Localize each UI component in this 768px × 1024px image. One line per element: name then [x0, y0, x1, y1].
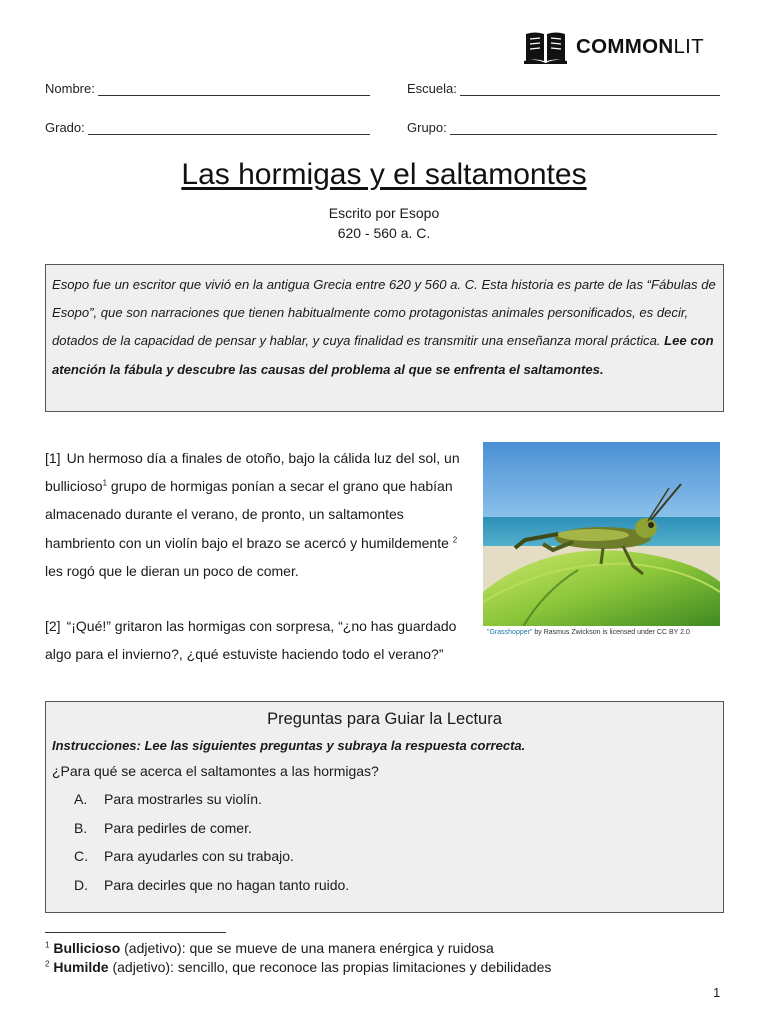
paragraph-number: [1]	[45, 450, 61, 466]
option-text: Para decirles que no hagan tanto ruido.	[104, 876, 350, 893]
grade-input-line[interactable]	[88, 122, 370, 135]
image-credit	[487, 629, 690, 636]
footnote-number: 2	[45, 959, 50, 969]
group-label: Grupo:	[407, 120, 447, 135]
footnote-1	[45, 940, 494, 956]
paragraph-2	[45, 612, 475, 668]
paragraph-1-mid: grupo de hormigas ponían a secar el grano que habían almacenado durante el verano, de pronto, un saltamontes hambriento con un violín bajo el brazo se acercó y humildemente	[45, 478, 453, 551]
option-key: D.	[74, 876, 88, 893]
option-text: Para ayudarles con su trabajo.	[104, 848, 294, 864]
paragraph-2-text: “¡Qué!” gritaron las hormigas con sorpresa, “¿no has guardado algo para el invierno?, ¿qué estuviste haciendo todo el verano?”	[45, 618, 457, 663]
grade-label: Grado:	[45, 120, 85, 135]
dates: 620 - 560 a. C.	[337, 225, 431, 241]
footnote-term: Humilde	[53, 959, 109, 975]
intro-bold-text: Lee con atención la fábula y descubre las causas del problema al que se enfrenta el saltamontes.	[52, 333, 714, 377]
brand-name	[576, 35, 704, 59]
option-text: Para mostrarles su violín.	[104, 791, 262, 807]
paragraph-1	[45, 444, 475, 585]
footnote-ref-1[interactable]: 1	[102, 478, 108, 488]
name-label: Nombre:	[45, 81, 95, 96]
option-key: B.	[74, 819, 88, 836]
brand-light: LIT	[673, 35, 704, 58]
option-text: Para pedirles de comer.	[104, 819, 252, 836]
answer-option-a[interactable]	[52, 785, 717, 814]
brand-bold: COMMON	[576, 35, 674, 58]
answer-option-b[interactable]	[52, 814, 717, 843]
byline	[0, 203, 768, 243]
option-key: C.	[74, 848, 88, 864]
school-input-line[interactable]	[460, 83, 720, 96]
open-book-icon	[524, 30, 567, 64]
name-field	[45, 81, 370, 96]
name-input-line[interactable]	[98, 83, 370, 96]
intro-box	[45, 264, 724, 412]
paragraph-1-lead: Un hermoso día a finales de otoño, bajo la cálida luz del sol, un bullicioso	[45, 450, 460, 495]
paragraph-1-tail: les rogó que le dieran un poco de comer.	[45, 562, 299, 579]
group-field	[407, 120, 717, 135]
image-credit-link[interactable]: "Grasshopper"	[487, 629, 533, 636]
author: Escrito por Esopo	[328, 205, 440, 221]
guided-reading-title: Preguntas para Guiar la Lectura	[267, 710, 502, 728]
footnote-number: 1	[45, 940, 50, 950]
footnote-2	[45, 959, 551, 975]
page-number: 1	[713, 985, 721, 1000]
footnote-divider	[45, 932, 226, 933]
school-field	[407, 81, 720, 96]
intro-text: Esopo fue un escritor que vivió en la antigua Grecia entre 620 y 560 a. C. Esta historia es parte de las “Fábulas de Esopo”, que son narraciones que tienen habitualmente como protagonistas animales personificados, es decir, dotados de la capacidad de pensar y hablar, y cuya finalidad es transmitir una enseñanza moral práctica.	[52, 277, 716, 349]
answer-option-d[interactable]	[52, 871, 717, 900]
option-key: A.	[74, 791, 88, 807]
footnote-ref-2[interactable]: 2	[452, 534, 458, 544]
page-title: Las hormigas y el saltamontes	[181, 158, 587, 191]
footnote-definition: (adjetivo): que se mueve de una manera enérgica y ruidosa	[120, 940, 494, 956]
image-credit-rest: by Rasmus Zwickson is licensed under CC BY 2.0	[532, 629, 690, 636]
guided-question: ¿Para qué se acerca el saltamontes a las hormigas?	[52, 763, 379, 779]
grasshopper-photo	[483, 442, 720, 626]
commonlit-logo	[524, 30, 704, 64]
footnote-definition: (adjetivo): sencillo, que reconoce las propias limitaciones y debilidades	[108, 959, 552, 975]
school-label: Escuela:	[407, 81, 457, 96]
footnote-term: Bullicioso	[53, 940, 121, 956]
answer-option-c[interactable]	[52, 842, 717, 871]
paragraph-number: [2]	[45, 618, 61, 634]
guided-reading-box	[45, 701, 724, 913]
grade-field	[45, 120, 370, 135]
group-input-line[interactable]	[450, 122, 717, 135]
guided-reading-instructions: Instrucciones: Lee las siguientes preguntas y subraya la respuesta correcta.	[52, 738, 526, 753]
